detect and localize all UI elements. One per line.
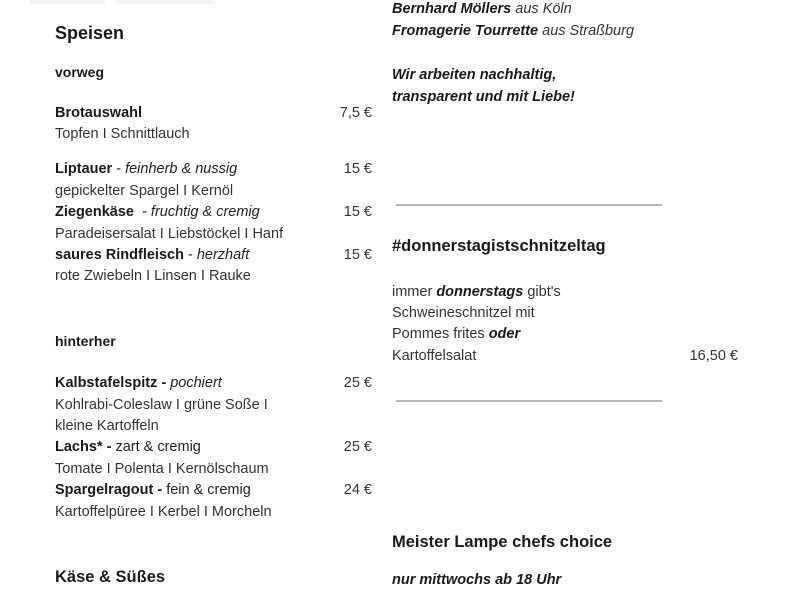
dish-description: kleine Kartoffeln bbox=[55, 418, 159, 434]
dish-price: 25 € bbox=[343, 375, 372, 391]
dish-price: 15 € bbox=[343, 247, 372, 263]
dish-note: fein & cremig bbox=[166, 482, 251, 498]
dish-saures-rindfleisch bbox=[55, 245, 249, 266]
divider bbox=[396, 204, 662, 206]
schnitzel-line: Kartoffelsalat bbox=[392, 348, 477, 364]
section-title-kaese-suesses: Käse & Süßes bbox=[55, 568, 166, 586]
dish-price: 15 € bbox=[343, 204, 372, 220]
dish-brotauswahl bbox=[55, 103, 142, 124]
dish-ziegenkaese bbox=[55, 202, 260, 223]
dish-sep: - bbox=[183, 247, 197, 263]
dish-liptauer bbox=[55, 159, 237, 180]
dish-note: fruchtig & cremig bbox=[150, 204, 260, 220]
dish-name: Liptauer bbox=[55, 161, 113, 177]
divider bbox=[396, 400, 662, 402]
schnitzel-price: 16,50 € bbox=[689, 348, 738, 364]
dish-lachs bbox=[55, 437, 201, 458]
top-edge-shade bbox=[115, 0, 215, 4]
dish-name: Lachs* bbox=[55, 439, 103, 455]
dish-note: feinherb & nussig bbox=[125, 161, 238, 177]
dish-price: 24 € bbox=[343, 482, 372, 498]
text: Pommes frites bbox=[392, 326, 489, 342]
dish-name: Ziegenkäse bbox=[55, 204, 134, 220]
schnitzel-line bbox=[392, 323, 520, 345]
motto-line: Wir arbeiten nachhaltig, bbox=[392, 67, 557, 83]
dish-description: Paradeisersalat I Liebstöckel I Hanf bbox=[55, 226, 284, 242]
dish-price: 7,5 € bbox=[339, 105, 372, 121]
chefs-choice-subtitle: nur mittwochs ab 18 Uhr bbox=[392, 572, 562, 588]
supplier-origin: aus Straßburg bbox=[542, 23, 635, 39]
schnitzel-line: Schweineschnitzel mit bbox=[392, 305, 535, 321]
supplier-origin: aus Köln bbox=[515, 1, 572, 17]
chefs-choice-title: Meister Lampe chefs choice bbox=[392, 533, 613, 551]
dish-description: Tomate I Polenta I Kernölschaum bbox=[55, 461, 269, 477]
subsection-hinterher: hinterher bbox=[55, 333, 116, 349]
dish-price: 15 € bbox=[343, 161, 372, 177]
dish-note: zart & cremig bbox=[115, 439, 201, 455]
dish-name: saures Rindfleisch bbox=[55, 247, 184, 263]
dish-name: Spargelragout bbox=[55, 482, 154, 498]
top-edge-shade bbox=[30, 0, 105, 4]
dish-description: rote Zwiebeln I Linsen I Rauke bbox=[55, 268, 251, 284]
dish-sep: - bbox=[157, 375, 171, 391]
section-title-speisen: Speisen bbox=[55, 23, 125, 43]
supplier-line bbox=[392, 20, 634, 42]
schnitzel-line bbox=[392, 281, 561, 303]
dish-sep: - bbox=[102, 439, 116, 455]
dish-name: Brotauswahl bbox=[55, 105, 143, 121]
dish-note: herzhaft bbox=[196, 247, 250, 263]
dish-spargelragout bbox=[55, 480, 251, 501]
schnitzel-title: #donnerstagistschnitzeltag bbox=[392, 237, 606, 255]
subsection-vorweg: vorweg bbox=[55, 64, 105, 80]
dish-name: Kalbstafelspitz bbox=[55, 375, 158, 391]
text: immer bbox=[392, 284, 437, 300]
text: gibt's bbox=[523, 284, 561, 300]
dish-description: gepickelter Spargel I Kernöl bbox=[55, 183, 234, 199]
dish-sep: - bbox=[112, 161, 126, 177]
motto-line: transparent und mit Liebe! bbox=[392, 89, 575, 105]
supplier-line bbox=[392, 0, 572, 20]
dish-description: Kohlrabi-Coleslaw I grüne Soße I bbox=[55, 397, 268, 413]
dish-note: pochiert bbox=[170, 375, 222, 391]
dish-sep: - bbox=[153, 482, 167, 498]
dish-description: Kartoffelpüree I Kerbel I Morcheln bbox=[55, 504, 272, 520]
supplier-name: Fromagerie Tourrette bbox=[392, 23, 539, 39]
dish-sep: - bbox=[134, 204, 151, 220]
emphasis: oder bbox=[488, 326, 521, 342]
dish-description: Topfen I Schnittlauch bbox=[55, 126, 190, 142]
emphasis: donnerstags bbox=[436, 284, 524, 300]
supplier-name: Bernhard Möllers bbox=[392, 1, 512, 17]
dish-price: 25 € bbox=[343, 439, 372, 455]
dish-kalbstafelspitz bbox=[55, 373, 222, 394]
